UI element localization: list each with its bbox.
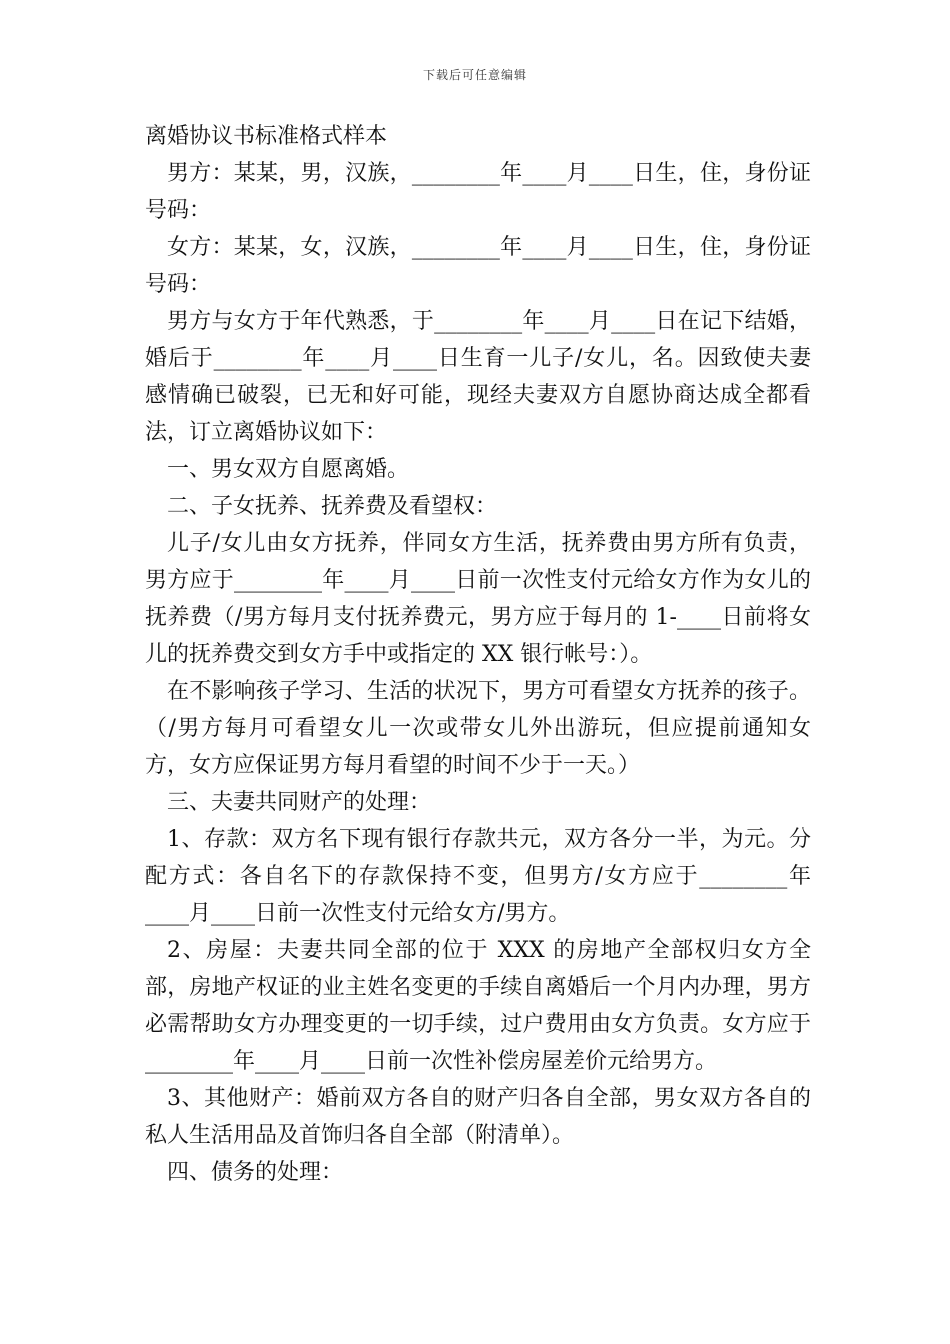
paragraph-husband-info: 男方：某某，男，汉族，________年____月____日生，住，身份证号码： bbox=[145, 161, 811, 223]
document-body bbox=[145, 118, 811, 1191]
header-note: 下载后可任意编辑 bbox=[422, 68, 527, 82]
document-title: 离婚协议书标准格式样本 bbox=[145, 124, 388, 149]
paragraph-wife-info: 女方：某某，女，汉族，________年____月____日生，住，身份证号码： bbox=[145, 235, 811, 297]
section-heading-custody: 二、子女抚养、抚养费及看望权： bbox=[167, 494, 498, 519]
paragraph-custody: 儿子/女儿由女方抚养，伴同女方生活，抚养费由男方所有负责，男方应于________年____月____日前一次性支付元给女方作为女儿的抚养费（/男方每月支付抚养费元，男方应于每月的 1-____日前将女儿的抚养费交到女方手中或指定的 XX 银行帐号：）。 bbox=[145, 531, 811, 667]
paragraph-other-property: 3、其他财产：婚前双方各自的财产归各自全部，男女双方各自的私人生活用品及首饰归各自全部（附清单）。 bbox=[145, 1086, 811, 1148]
paragraph-visitation: 在不影响孩子学习、生活的状况下，男方可看望女方抚养的孩子。（/男方每月可看望女儿一次或带女儿外出游玩，但应提前通知女方，女方应保证男方每月看望的时间不少于一天。） bbox=[145, 679, 811, 778]
section-heading-property: 三、夫妻共同财产的处理： bbox=[167, 790, 432, 815]
paragraph-house: 2、房屋：夫妻共同全部的位于 XXX 的房地产全部权归女方全部，房地产权证的业主姓名变更的手续自离婚后一个月内办理，男方必需帮助女方办理变更的一切手续，过户费用由女方负责。女方应于________年____月____日前一次性补偿房屋差价元给男方。 bbox=[145, 938, 811, 1074]
section-heading-divorce: 一、男女双方自愿离婚。 bbox=[167, 457, 410, 482]
paragraph-background: 男方与女方于年代熟悉，于________年____月____日在记下结婚，婚后于________年____月____日生育一儿子/女儿，名。因致使夫妻感情确已破裂，已无和好可能，现经夫妻双方自愿协商达成全都看法，订立离婚协议如下： bbox=[145, 309, 811, 445]
section-heading-debts: 四、债务的处理： bbox=[167, 1160, 344, 1185]
paragraph-deposits: 1、存款：双方名下现有银行存款共元，双方各分一半，为元。分配方式：各自名下的存款保持不变，但男方/女方应于________年____月____日前一次性支付元给女方/男方。 bbox=[145, 827, 811, 926]
